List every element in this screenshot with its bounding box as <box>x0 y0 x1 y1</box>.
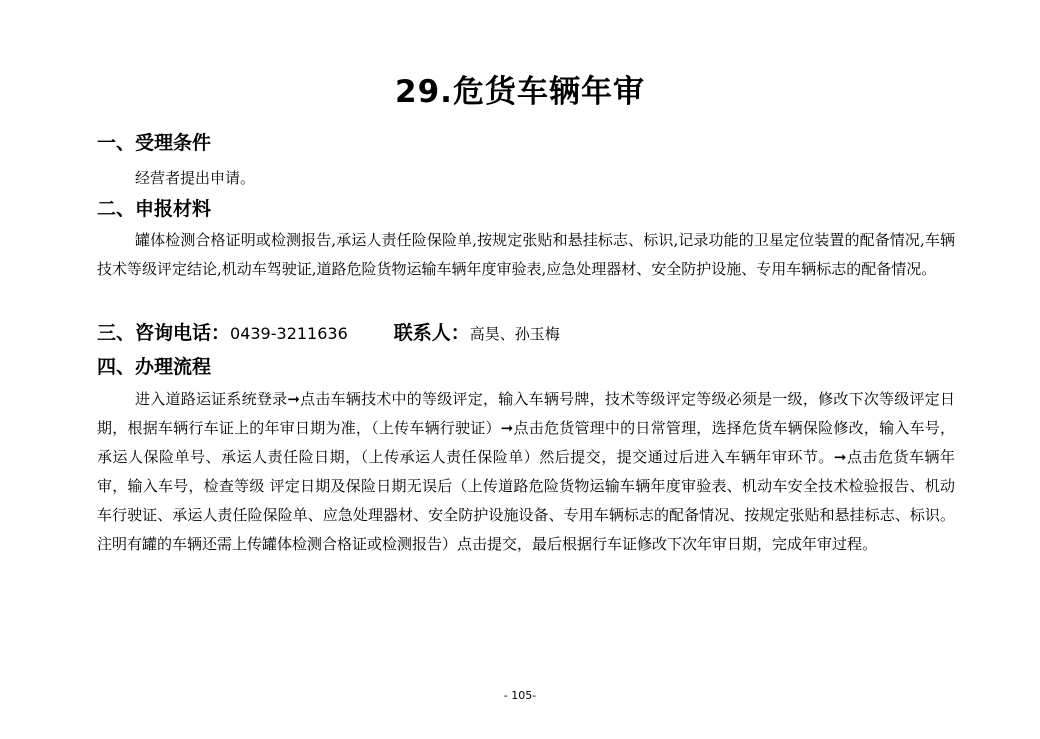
page-number: - 105- <box>503 689 537 702</box>
document-title: 29.危货车辆年审 <box>395 74 645 110</box>
section-text-process: 进入道路运证系统登录➞点击车辆技术中的等级评定，输入车辆号牌，技术等级评定等级必须是一级，修改下次等级评定日期，根据车辆行车证上的年审日期为准，（上传车辆行驶证）➞点击危货管理中的日常管理，选择危货车辆保险修改，输入车号，承运人保险单号、承运人责任险日期，（上传承运人责任保险单）然后提交，提交通过后进入车辆年审环节。➞点击危货车辆年审，输入车号，检查等级 评定日期及保险日期无误后（上传道路危险货物运输车辆年度审验表、机动车安全技术检验报告、机动车行驶证、承运人责任险保险单、应急处理器材、安全防护设施设备、专用车辆标志的配备情况、按规定张贴和悬挂标志、标识。注明有罐的车辆还需上传罐体检测合格证或检测报告）点击提交，最后根据行车证修改下次年审日期，完成年审过程。 <box>97 390 955 553</box>
section-text-conditions: 经营者提出申请。 <box>135 169 256 187</box>
contact-phone: 0439-3211636 <box>230 324 348 343</box>
section-heading-contact: 三、咨询电话： <box>97 322 231 344</box>
contact-person-label: 联系人： <box>393 322 470 344</box>
section-text-materials: 罐体检测合格证明或检测报告,承运人责任险保险单,按规定张贴和悬挂标志、标识,记录功能的卫星定位装置的配备情况,车辆技术等级评定结论,机动车驾驶证,道路危险货物运输车辆年度审验表,应急处理器材、安全防护设施、专用车辆标志的配备情况。 <box>97 231 955 278</box>
contact-line <box>97 320 560 346</box>
contact-person-names: 高昊、孙玉梅 <box>469 325 560 343</box>
section-heading-conditions: 一、受理条件 <box>97 132 212 154</box>
section-heading-process: 四、办理流程 <box>97 356 212 378</box>
section-heading-materials: 二、申报材料 <box>97 198 212 220</box>
